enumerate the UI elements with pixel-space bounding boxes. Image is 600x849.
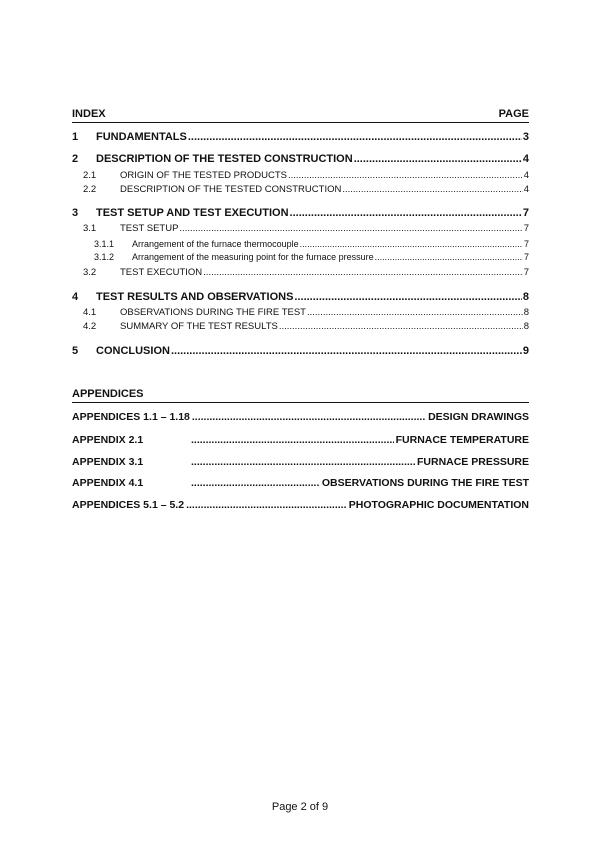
toc-leader-dots (179, 223, 522, 234)
toc-entry-title: Arrangement of the furnace thermocouple (132, 239, 299, 249)
page-number-footer: Page 2 of 9 (271, 801, 329, 813)
appendix-title: FURNACE TEMPERATURE (395, 434, 529, 446)
toc-leader-dots (307, 307, 523, 318)
appendix-entry[interactable] (72, 477, 529, 489)
appendix-entry[interactable] (72, 411, 529, 423)
toc-entry-number: 2.1 (83, 170, 97, 181)
toc-entry-title: FUNDAMENTALS (96, 131, 187, 143)
index-heading: INDEX (72, 108, 106, 120)
toc-entry-title: OBSERVATIONS DURING THE FIRE TEST (120, 307, 306, 318)
toc-entry-page: 8 (522, 291, 529, 303)
appendix-entry[interactable] (72, 456, 529, 468)
toc-leader-dots (375, 252, 523, 262)
page-column-heading: PAGE (498, 108, 529, 120)
appendix-label: APPENDICES 1.1 – 1.18 (72, 411, 190, 423)
toc-entry-title: TEST SETUP (120, 223, 179, 234)
toc-entry-title: TEST SETUP AND TEST EXECUTION (96, 207, 289, 219)
toc-entry-page: 7 (523, 267, 529, 278)
toc-entry-title: TEST RESULTS AND OBSERVATIONS (96, 291, 294, 303)
toc-leader-dots (188, 131, 522, 143)
toc-entry[interactable] (72, 207, 529, 219)
appendices-heading-rule (72, 402, 529, 403)
toc-entry-number: 4 (72, 291, 79, 303)
toc-leader-dots (290, 207, 522, 219)
toc-entry-page: 9 (522, 345, 529, 357)
appendix-label: APPENDIX 4.1 (72, 477, 144, 489)
toc-entry[interactable] (94, 239, 529, 249)
toc-entry-title: DESCRIPTION OF THE TESTED CONSTRUCTION (120, 184, 342, 195)
appendix-label: APPENDIX 3.1 (72, 456, 144, 468)
toc-entry-page: 4 (522, 153, 529, 165)
toc-entry-page: 4 (523, 184, 529, 195)
toc-entry-page: 8 (523, 321, 529, 332)
toc-entry[interactable] (83, 170, 529, 181)
toc-entry-number: 3.1 (83, 223, 97, 234)
toc-entry-title: SUMMARY OF THE TEST RESULTS (120, 321, 278, 332)
toc-entry-number: 3.2 (83, 267, 97, 278)
toc-entry[interactable] (83, 267, 529, 278)
toc-entry-page: 8 (523, 307, 529, 318)
toc-entry-title: Arrangement of the measuring point for the furnace pressure (132, 252, 374, 262)
toc-leader-dots (342, 184, 522, 195)
toc-entry-number: 2.2 (83, 184, 97, 195)
toc-entry[interactable] (72, 131, 529, 143)
toc-entry-page: 7 (523, 223, 529, 234)
toc-entry-page: 7 (523, 239, 529, 249)
toc-entry-page: 3 (522, 131, 529, 143)
appendix-title: FURNACE PRESSURE (416, 456, 529, 468)
toc-entry-page: 7 (523, 252, 529, 262)
toc-leader-dots (294, 291, 521, 303)
index-heading-rule (72, 122, 529, 123)
toc-entry-title: TEST EXECUTION (120, 267, 203, 278)
appendix-title: OBSERVATIONS DURING THE FIRE TEST (321, 477, 529, 489)
toc-leader-dots (288, 170, 523, 181)
toc-entry-number: 4.2 (83, 321, 97, 332)
toc-entry-number: 3 (72, 207, 79, 219)
toc-entry[interactable] (94, 252, 529, 262)
toc-leader-dots (354, 153, 522, 165)
toc-leader-dots (300, 239, 523, 249)
toc-entry[interactable] (83, 321, 529, 332)
appendix-entry[interactable] (72, 499, 529, 511)
toc-leader-dots (203, 267, 523, 278)
toc-entry[interactable] (83, 307, 529, 318)
toc-entry-page: 4 (523, 170, 529, 181)
toc-entry-title: DESCRIPTION OF THE TESTED CONSTRUCTION (96, 153, 353, 165)
toc-entry-number: 5 (72, 345, 79, 357)
toc-entry-number: 1 (72, 131, 79, 143)
toc-leader-dots (279, 321, 523, 332)
toc-entry-page: 7 (522, 207, 529, 219)
toc-entry-number: 3.1.2 (94, 252, 115, 262)
appendix-leader-dots (191, 456, 415, 468)
toc-entry-number: 3.1.1 (94, 239, 115, 249)
toc-entry[interactable] (83, 223, 529, 234)
appendices-heading: APPENDICES (72, 388, 144, 400)
appendix-leader-dots (191, 477, 320, 489)
toc-entry-number: 4.1 (83, 307, 97, 318)
appendix-title: DESIGN DRAWINGS (428, 411, 529, 423)
appendix-entry[interactable] (72, 434, 529, 446)
toc-entry[interactable] (72, 291, 529, 303)
toc-entry-title: CONCLUSION (96, 345, 170, 357)
toc-entry[interactable] (72, 153, 529, 165)
appendix-leader-dots (192, 411, 426, 423)
appendix-label: APPENDICES 5.1 – 5.2 (72, 499, 185, 511)
toc-leader-dots (171, 345, 522, 357)
toc-entry[interactable] (72, 345, 529, 357)
appendix-title: PHOTOGRAPHIC DOCUMENTATION (348, 499, 529, 511)
appendix-label: APPENDIX 2.1 (72, 434, 144, 446)
appendix-leader-dots (186, 499, 347, 511)
toc-entry[interactable] (83, 184, 529, 195)
toc-entry-number: 2 (72, 153, 79, 165)
toc-entry-title: ORIGIN OF THE TESTED PRODUCTS (120, 170, 287, 181)
appendix-leader-dots (191, 434, 394, 446)
